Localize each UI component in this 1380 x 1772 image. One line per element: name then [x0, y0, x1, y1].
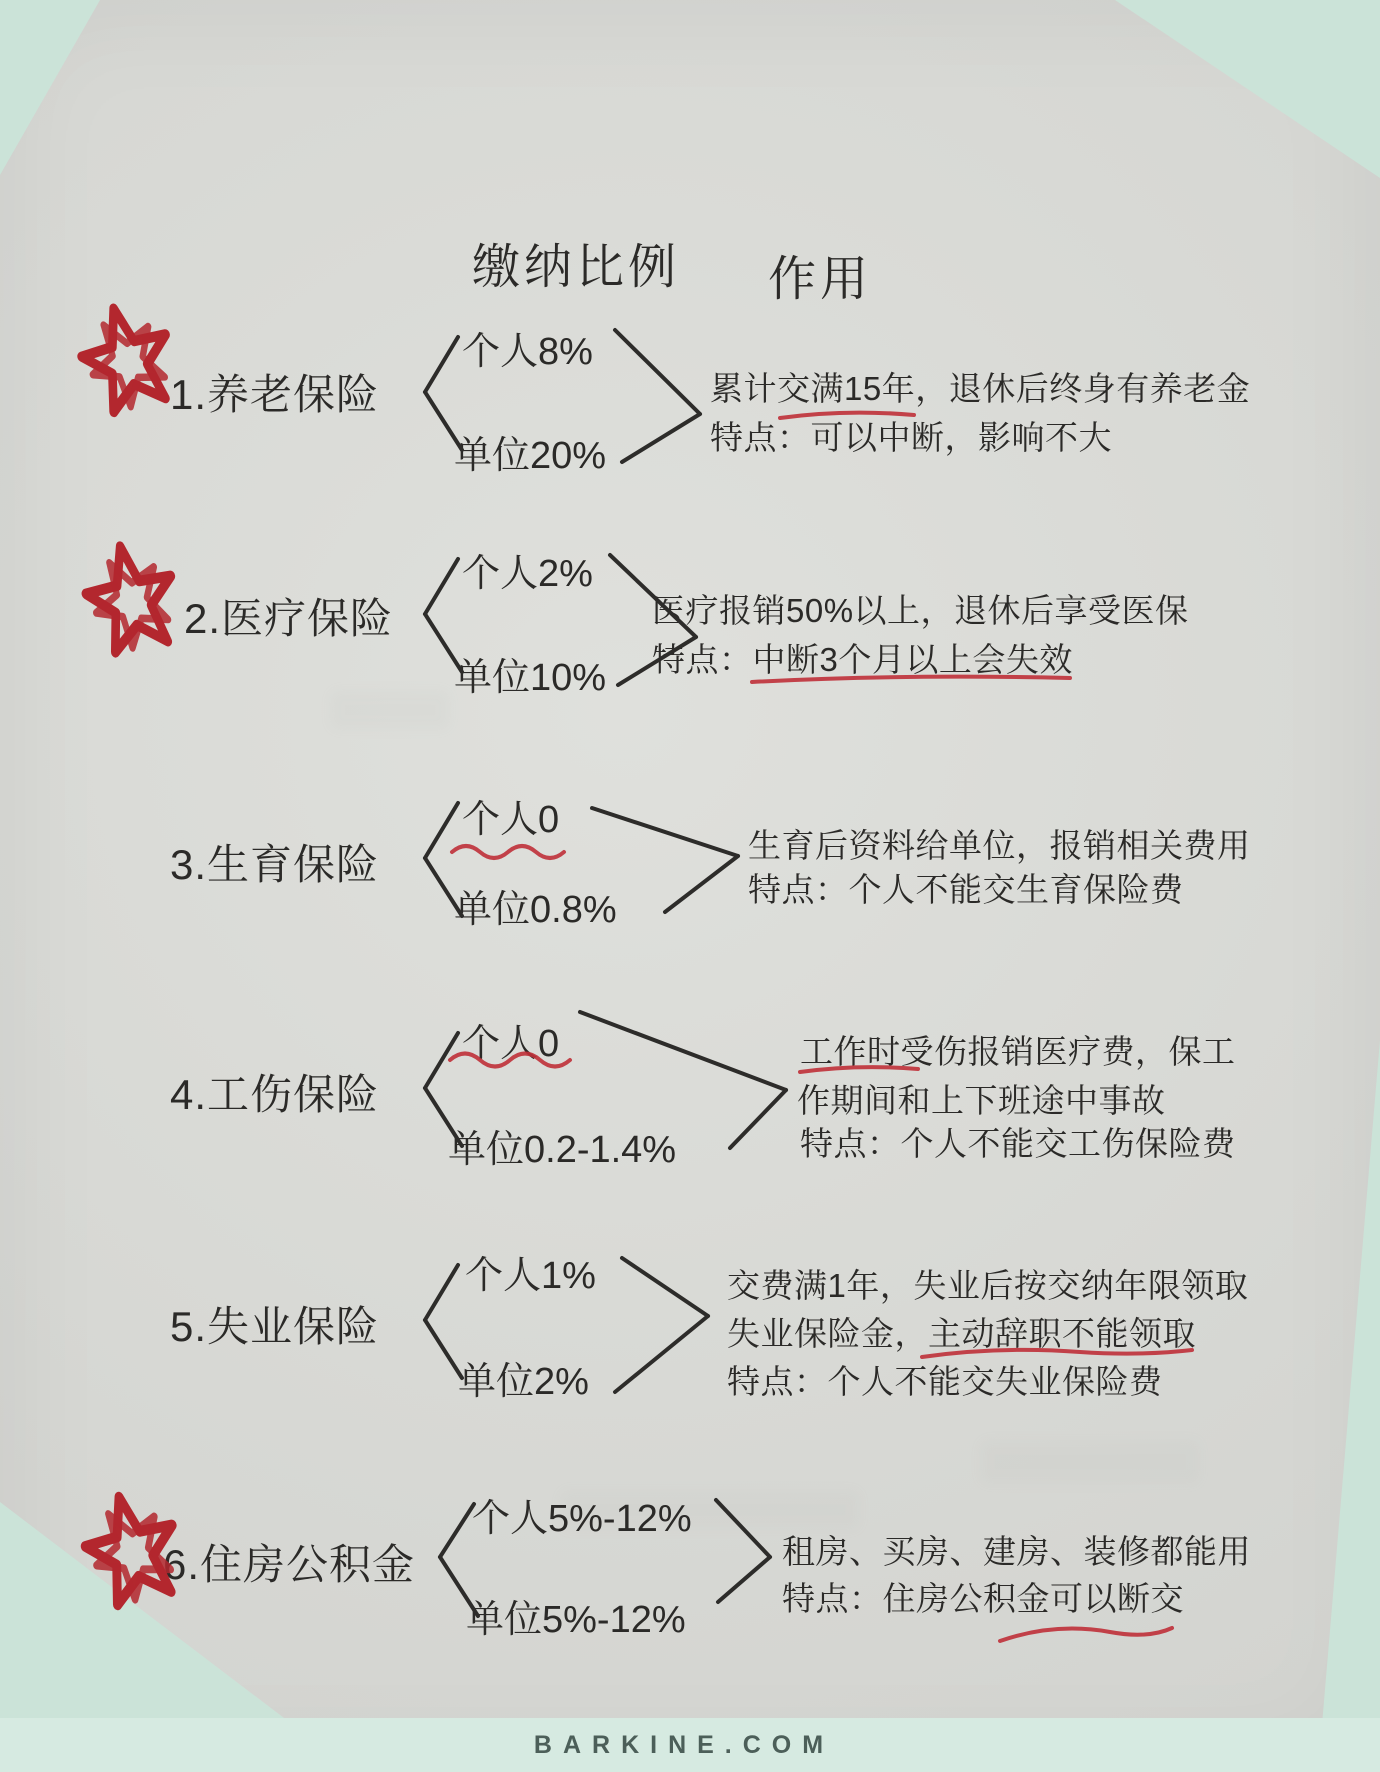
row-medical-desc-line1: 医疗报销50%以上，退休后享受医保: [652, 592, 1189, 629]
row-pension-desc-line2: 特点：可以中断，影响不大: [710, 419, 1112, 456]
row-unemployment-employer-rate: 单位2%: [458, 1361, 589, 1403]
row-housing-fund-employer-rate: 单位5%-12%: [466, 1599, 686, 1641]
row-work-injury-employer-rate: 单位0.2-1.4%: [448, 1129, 677, 1171]
row-pension-employer-rate: 单位20%: [454, 435, 607, 477]
bleed-through-ghost: [330, 690, 450, 730]
row-maternity-desc-line2: 特点：个人不能交生育保险费: [748, 871, 1184, 908]
row-housing-fund-label: 6.住房公积金: [163, 1541, 416, 1588]
watermark-text: BARKINE.COM: [533, 1730, 835, 1759]
row-work-injury-desc-line3: 特点：个人不能交工伤保险费: [800, 1125, 1236, 1162]
row-maternity-desc-line1: 生育后资料给单位，报销相关费用: [748, 827, 1251, 864]
bleed-through-ghost: [980, 1440, 1200, 1484]
row-housing-fund-desc-line1: 租房、买房、建房、装修都能用: [782, 1533, 1251, 1570]
row-work-injury-label: 4.工伤保险: [170, 1071, 380, 1118]
column-header-contribution-ratio: 缴纳比例: [472, 241, 681, 294]
row-housing-fund-personal-rate: 个人5%-12%: [472, 1498, 692, 1540]
column-header-role: 作用: [768, 253, 873, 306]
row-pension-label: 1.养老保险: [170, 371, 380, 418]
row-maternity-personal-rate: 个人0: [462, 799, 560, 841]
row-work-injury-personal-rate: 个人0: [462, 1023, 560, 1065]
row-unemployment-desc-line1: 交费满1年，失业后按交纳年限领取: [727, 1267, 1249, 1304]
row-medical-personal-rate: 个人2%: [462, 553, 593, 595]
row-work-injury-desc-line2: 作期间和上下班途中事故: [797, 1082, 1166, 1119]
row-pension-desc-line1: 累计交满15年，退休后终身有养老金: [710, 370, 1251, 407]
row-pension-personal-rate: 个人8%: [462, 331, 593, 373]
row-unemployment-desc-line2: 失业保险金，主动辞职不能领取: [727, 1315, 1196, 1352]
row-housing-fund-desc-line2: 特点：住房公积金可以断交: [782, 1580, 1184, 1617]
bottom-backdrop-band: [0, 1718, 1380, 1772]
row-maternity-employer-rate: 单位0.8%: [454, 889, 617, 931]
row-work-injury-desc-line1: 工作时受伤报销医疗费，保工: [800, 1033, 1236, 1070]
row-unemployment-label: 5.失业保险: [170, 1303, 380, 1350]
row-medical-desc-line2: 特点：中断3个月以上会失效: [652, 641, 1073, 678]
row-medical-employer-rate: 单位10%: [454, 657, 607, 699]
row-medical-label: 2.医疗保险: [184, 595, 394, 642]
row-unemployment-desc-line3: 特点：个人不能交失业保险费: [727, 1363, 1163, 1400]
row-maternity-label: 3.生育保险: [170, 841, 380, 888]
row-unemployment-personal-rate: 个人1%: [465, 1255, 596, 1297]
